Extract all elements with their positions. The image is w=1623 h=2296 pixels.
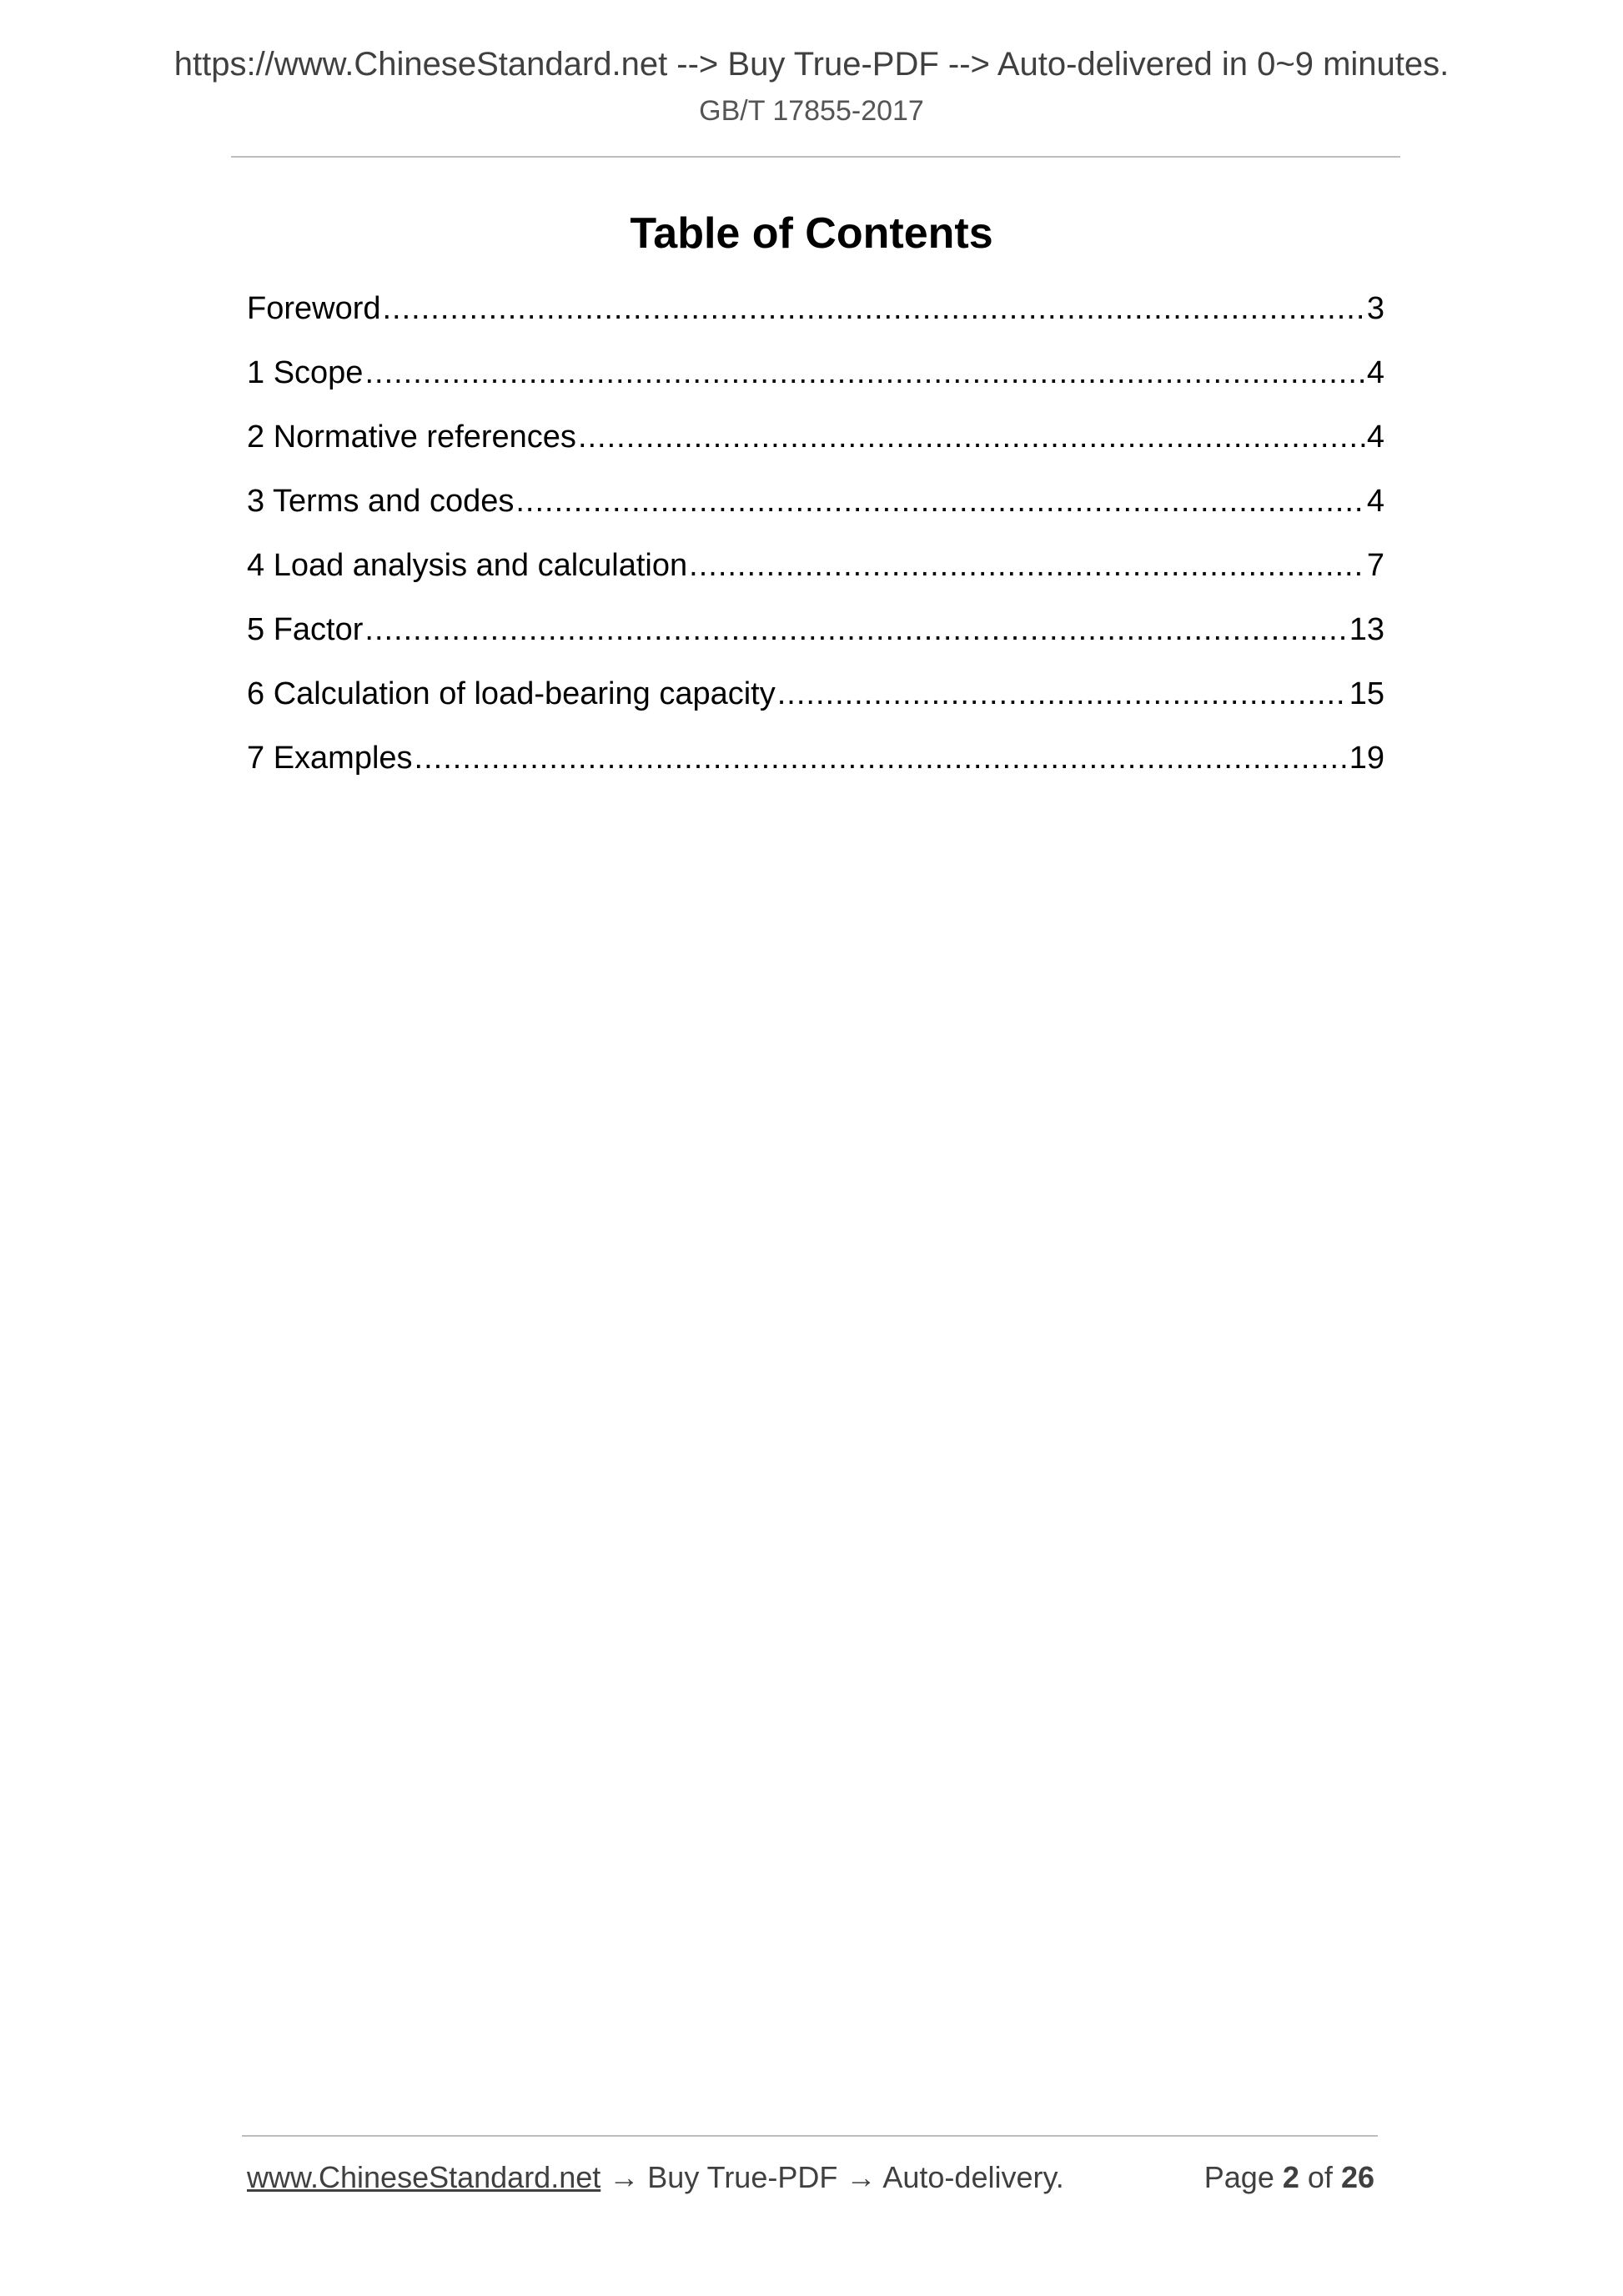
current-page-number: 2 — [1282, 2160, 1299, 2194]
header-banner: https://www.ChineseStandard.net --> Buy True-PDF --> Auto-delivered in 0~9 minutes. — [173, 46, 1450, 83]
toc-entry-foreword[interactable] — [247, 285, 1384, 349]
auto-delivery-text: Auto-delivery. — [882, 2160, 1064, 2194]
toc-entry-factor[interactable] — [247, 606, 1384, 671]
toc-entry-page: 7 — [1366, 548, 1384, 583]
toc-leader-dots — [364, 606, 1347, 653]
toc-entry-label: 6 Calculation of load-bearing capacity — [247, 676, 776, 711]
total-pages-number: 26 — [1340, 2160, 1374, 2194]
toc-title: Table of Contents — [630, 209, 993, 258]
toc-entry-label: Foreword — [247, 291, 381, 326]
toc-entry-label: 3 Terms and codes — [247, 484, 515, 519]
toc-leader-dots — [578, 414, 1365, 460]
toc-entry-page: 13 — [1349, 612, 1384, 647]
toc-entry-load-analysis[interactable] — [247, 542, 1384, 606]
toc-entry-page: 15 — [1349, 676, 1384, 711]
toc-entry-scope[interactable] — [247, 349, 1384, 414]
toc-entry-label: 5 Factor — [247, 612, 364, 647]
footer-promo — [247, 2157, 1064, 2198]
arrow-right-icon: → — [846, 2160, 877, 2194]
toc-entry-label: 2 Normative references — [247, 420, 576, 455]
toc-entry-examples[interactable] — [247, 735, 1384, 799]
toc-leader-dots — [415, 735, 1348, 781]
toc-entry-label: 1 Scope — [247, 355, 364, 390]
footer-divider — [242, 2135, 1378, 2137]
page-word: Page — [1203, 2160, 1274, 2194]
page-indicator — [1204, 2157, 1374, 2198]
toc-entry-normative-references[interactable] — [247, 414, 1384, 478]
toc-list — [247, 285, 1384, 799]
toc-entry-label: 4 Load analysis and calculation — [247, 548, 688, 583]
standard-id: GB/T 17855-2017 — [699, 95, 924, 127]
header-divider — [231, 156, 1400, 158]
buy-true-pdf-text: Buy True-PDF — [647, 2160, 838, 2194]
arrow-right-icon: → — [609, 2160, 640, 2194]
toc-entry-load-bearing-capacity[interactable] — [247, 671, 1384, 735]
site-link[interactable]: www.ChineseStandard.net — [247, 2160, 601, 2194]
toc-entry-page: 19 — [1349, 741, 1384, 776]
toc-leader-dots — [515, 478, 1364, 525]
toc-leader-dots — [364, 349, 1364, 396]
toc-entry-label: 7 Examples — [247, 741, 413, 776]
toc-entry-page: 4 — [1366, 420, 1384, 455]
toc-leader-dots — [689, 542, 1365, 589]
toc-entry-page: 4 — [1366, 484, 1384, 519]
toc-entry-terms-and-codes[interactable] — [247, 478, 1384, 542]
of-word: of — [1307, 2160, 1333, 2194]
page-header — [0, 43, 1623, 128]
toc-leader-dots — [383, 285, 1365, 332]
toc-leader-dots — [777, 671, 1348, 717]
toc-entry-page: 4 — [1366, 355, 1384, 390]
page-footer — [247, 2157, 1374, 2198]
toc-entry-page: 3 — [1366, 291, 1384, 326]
